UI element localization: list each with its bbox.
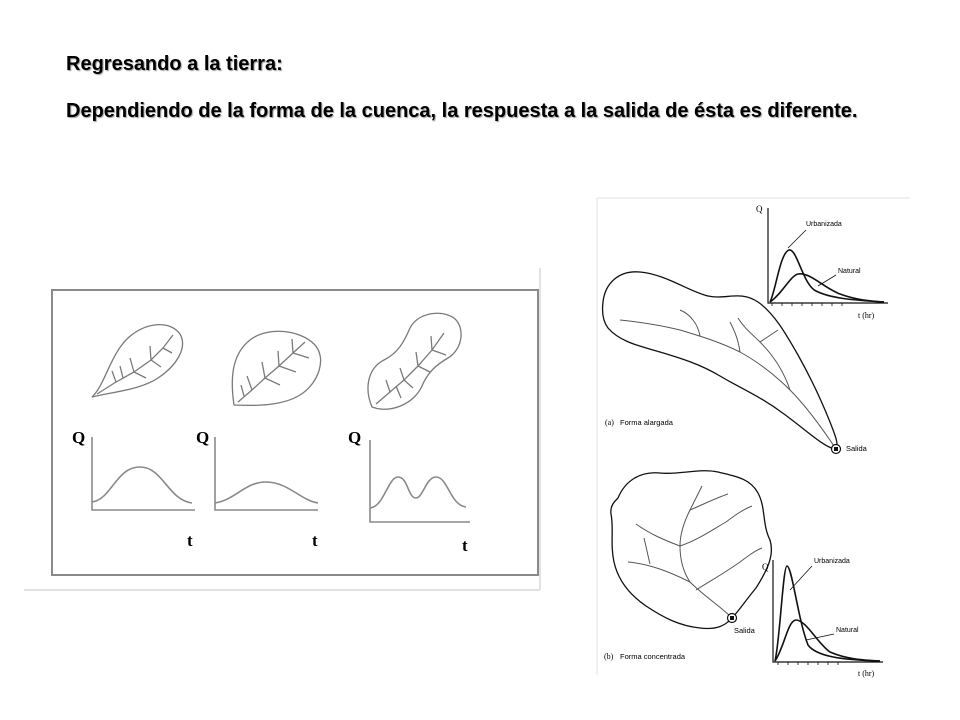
hydrograph-2-x-label: t: [312, 531, 318, 550]
concentrated-outlet-marker: [728, 614, 737, 623]
elongated-outlet-label: Salida: [846, 444, 867, 453]
hydrograph-1-y-label: Q: [72, 428, 86, 447]
concentrated-basin-map: [611, 471, 772, 629]
concentrated-natural-curve: [775, 620, 880, 661]
hydrograph-1-x-label: t: [187, 531, 193, 550]
elongated-hydrograph-y-label: Q: [756, 204, 763, 214]
concentrated-hydrograph-x-label: t (hr): [858, 669, 875, 678]
concentrated-hydrograph: [762, 558, 883, 678]
elongated-urban-label: Urbanizada: [806, 221, 842, 228]
elongated-natural-curve: [770, 274, 884, 302]
hydrograph-2-y-label: Q: [196, 428, 210, 447]
concentrated-caption-text: Forma concentrada: [620, 652, 686, 661]
hydrograph-3-x-label: t: [462, 536, 468, 555]
left-figure-frame: [52, 290, 538, 575]
elongated-natural-label: Natural: [838, 268, 861, 275]
concentrated-outlet-label: Salida: [734, 626, 755, 635]
right-figure: [597, 198, 910, 678]
slide-heading: Regresando a la tierra:: [66, 53, 283, 75]
elongated-caption-text: Forma alargada: [620, 418, 673, 427]
concentrated-urban-curve: [775, 566, 880, 661]
elongated-hydrograph: [756, 204, 888, 320]
elongated-urban-curve: [770, 250, 884, 302]
concentrated-natural-label: Natural: [836, 627, 859, 634]
elongated-outlet-marker: [832, 445, 841, 454]
hydrograph-3-y-label: Q: [348, 428, 362, 447]
elongated-hydrograph-x-label: t (hr): [858, 311, 875, 320]
slide-body: Dependiendo de la forma de la cuenca, la respuesta a la salida de ésta es diferente.: [66, 100, 858, 122]
elongated-caption-letter: (a): [605, 418, 614, 427]
concentrated-caption-letter: (b): [604, 652, 614, 661]
concentrated-urban-label: Urbanizada: [814, 558, 850, 565]
concentrated-hydrograph-y-label: Q: [762, 562, 769, 572]
left-figure: [24, 268, 540, 590]
